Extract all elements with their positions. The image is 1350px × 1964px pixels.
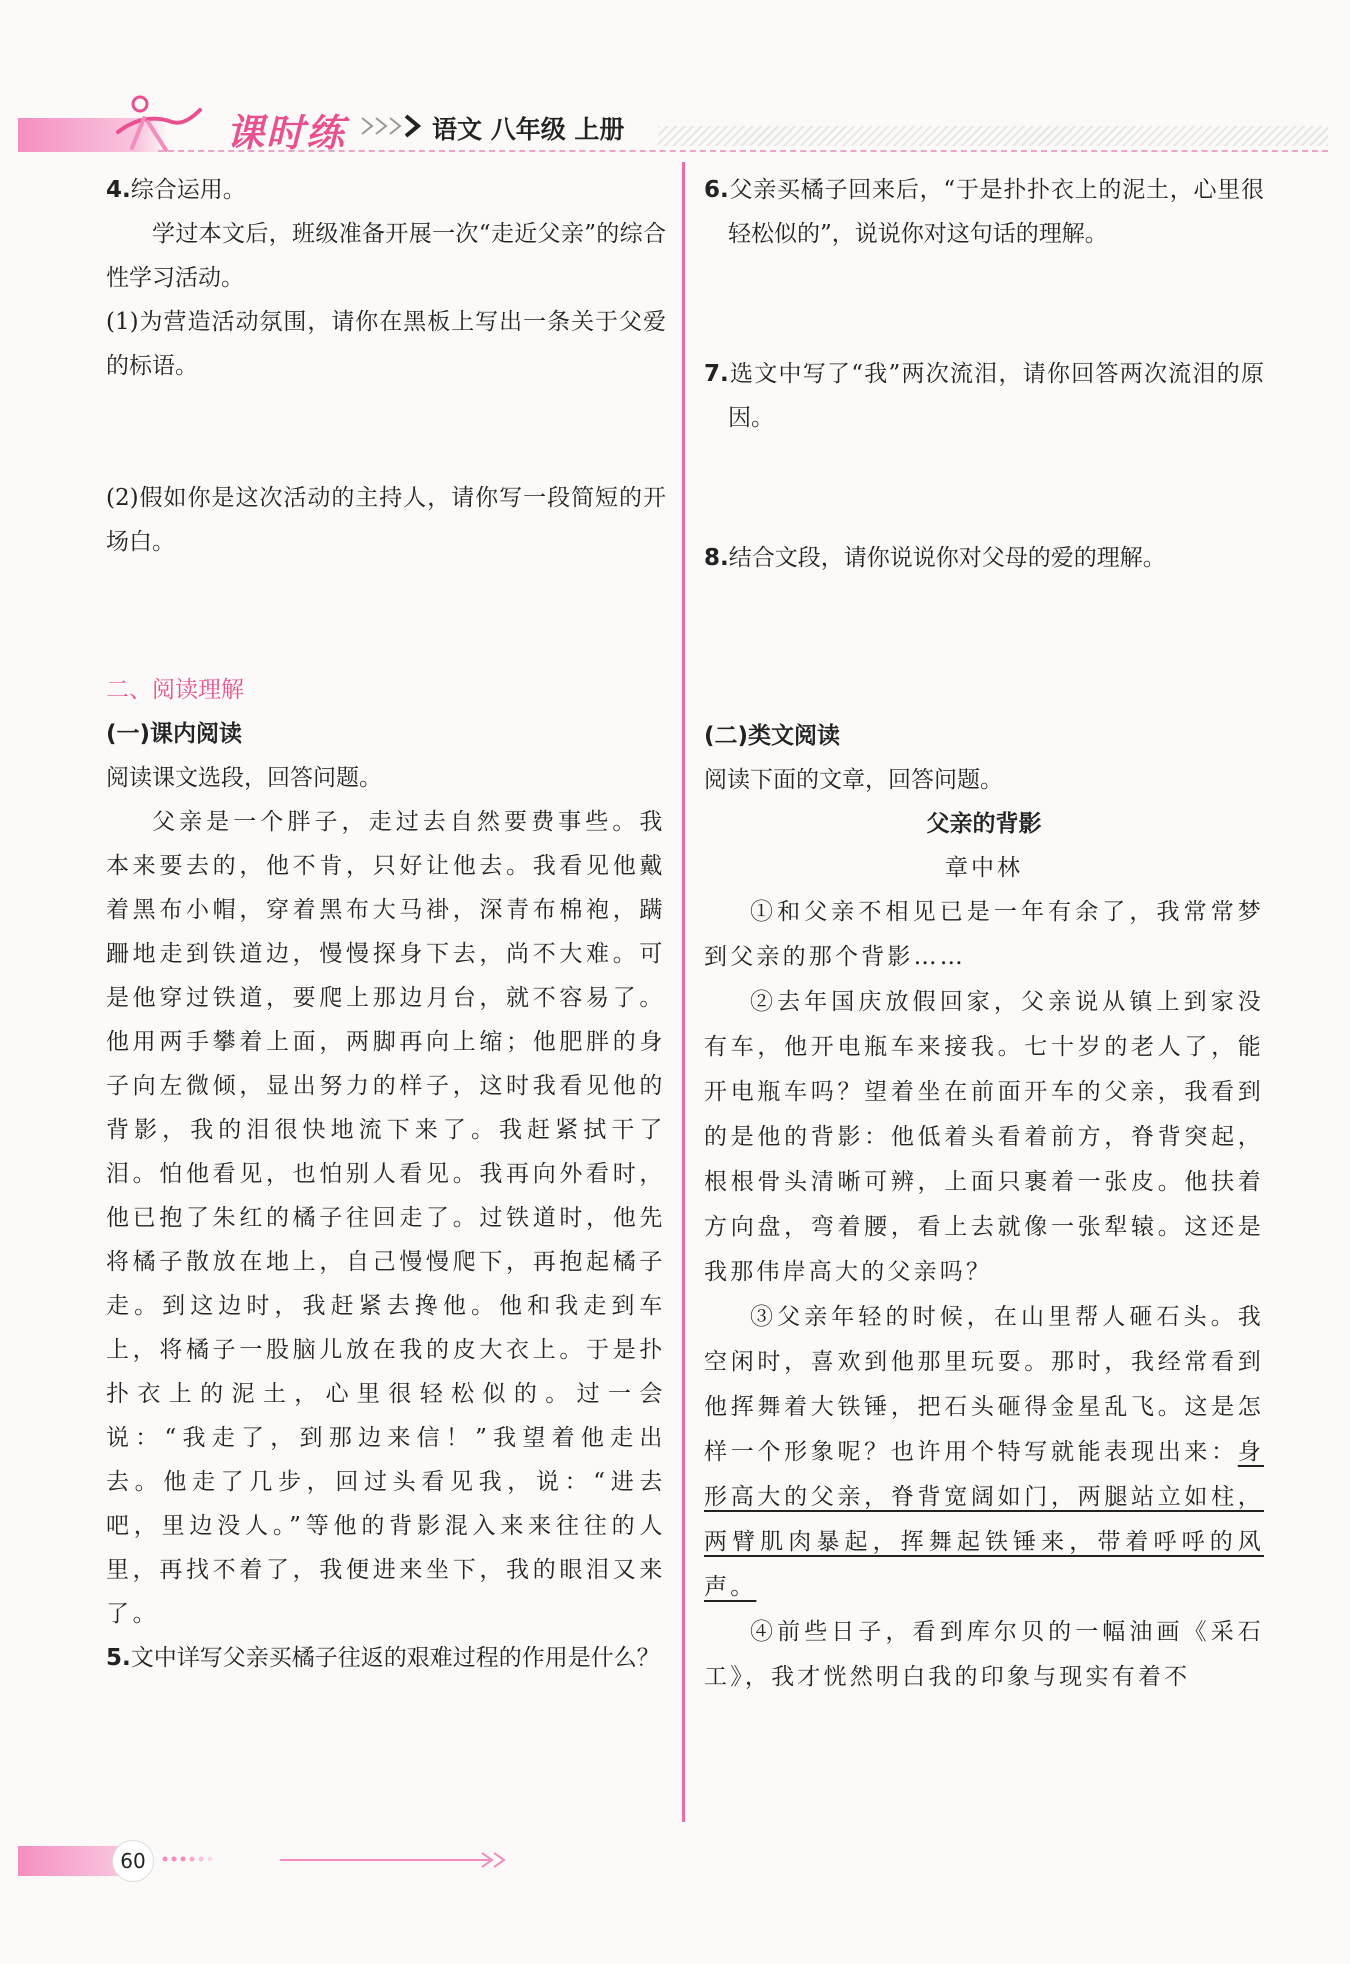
column-divider	[682, 162, 685, 1822]
article-paragraph-2: ②去年国庆放假回家，父亲说从镇上到家没有车，他开电瓶车来接我。七十岁的老人了，能开电瓶车吗？望着坐在前面开车的父亲，我看到的是他的背影：他低着头看着前方，脊背突起，根根骨头清晰可辨，上面只裹着一张皮。他扶着方向盘，弯着腰，看上去就像一张犁辕。这还是我那伟岸高大的父亲吗？	[704, 989, 1264, 1285]
answer-space[interactable]	[704, 256, 1264, 352]
left-column	[106, 168, 666, 1680]
answer-space[interactable]	[106, 564, 666, 668]
question-5	[106, 1636, 666, 1680]
chevrons-right-icon	[358, 112, 426, 140]
question-text: 父亲买橘子回来后，“于是扑扑衣上的泥土，心里很轻松似的”，说说你对这句话的理解。	[728, 177, 1264, 247]
paragraph-text: ③父亲年轻的时候，在山里帮人砸石头。我空闲时，喜欢到他那里玩耍。那时，我经常看到他挥舞着大铁锤，把石头砸得金星乱飞。这是怎样一个形象呢？也许用个特写就能表现出来：	[704, 1304, 1264, 1465]
question-7	[704, 352, 1264, 440]
brand-title: 课时练	[226, 111, 347, 155]
article-paragraph-1: ①和父亲不相见已是一年有余了，我常常梦到父亲的那个背影……	[704, 899, 1264, 970]
answer-space[interactable]	[106, 388, 666, 476]
question-text: 选文中写了“我”两次流泪，请你回答两次流泪的原因。	[728, 361, 1264, 431]
question-4-part-2: (2)假如你是这次活动的主持人，请你写一段简短的开场白。	[106, 485, 666, 555]
question-text: 综合运用。	[130, 177, 246, 203]
page-header	[18, 92, 1328, 154]
question-4-part-1: (1)为营造活动氛围，请你在黑板上写出一条关于父爱的标语。	[106, 309, 666, 379]
question-6	[704, 168, 1264, 256]
underlined-sentence: 身形高大的父亲，脊背宽阔如门，两腿站立如柱，两臂肌肉暴起，挥舞起铁锤来，带着呼呼的风声。	[704, 1439, 1264, 1600]
question-text: 文中详写父亲买橘子往返的艰难过程的作用是什么？	[130, 1645, 660, 1671]
question-text: 结合文段，请你说说你对父母的爱的理解。	[728, 545, 1166, 571]
article-author: 章中林	[945, 855, 1023, 881]
subsection-heading: (二)类文阅读	[704, 723, 841, 749]
answer-space[interactable]	[704, 580, 1264, 714]
article-title: 父亲的背影	[926, 811, 1042, 837]
section-heading: 二、阅读理解	[106, 677, 244, 703]
question-8	[704, 536, 1264, 580]
reading-instruction: 阅读课文选段，回答问题。	[106, 765, 382, 791]
question-4-title	[106, 168, 666, 212]
reading-passage: 父亲是一个胖子，走过去自然要费事些。我本来要去的，他不肯，只好让他去。我看见他戴着黑布小帽，穿着黑布大马褂，深青布棉袍，蹒跚地走到铁道边，慢慢探身下去，尚不大难。可是他穿过铁道，要爬上那边月台，就不容易了。他用两手攀着上面，两脚再向上缩；他肥胖的身子向左微倾，显出努力的样子，这时我看见他的背影，我的泪很快地流下来了。我赶紧拭干了泪。怕他看见，也怕别人看见。我再向外看时，他已抱了朱红的橘子往回走了。过铁道时，他先将橘子散放在地上，自己慢慢爬下，再抱起橘子走。到这边时，我赶紧去搀他。他和我走到车上，将橘子一股脑儿放在我的皮大衣上。于是扑扑衣上的泥土，心里很轻松似的。过一会说：“我走了，到那边来信！”我望着他走出去。他走了几步，回过头看见我，说：“进去吧，里边没人。”等他的背影混入来来往往的人里，再找不着了，我便进来坐下，我的眼泪又来了。	[106, 809, 666, 1627]
article-paragraph-4: ④前些日子，看到库尔贝的一幅油画《采石工》，我才恍然明白我的印象与现实有着不	[704, 1619, 1264, 1690]
footer-dots-decoration	[160, 1852, 220, 1866]
question-number: 4.	[106, 177, 131, 203]
question-number: 7.	[704, 361, 729, 387]
arrow-right-icon	[280, 1850, 520, 1870]
question-4-intro: 学过本文后，班级准备开展一次“走近父亲”的综合性学习活动。	[106, 221, 666, 291]
right-column	[704, 168, 1264, 1700]
subsection-heading: (一)课内阅读	[106, 721, 243, 747]
header-stripe-decoration	[658, 126, 1328, 146]
subject-grade-label: 语文 八年级 上册	[432, 115, 625, 144]
question-number: 6.	[704, 177, 729, 203]
page-number: 60	[112, 1840, 154, 1882]
question-number: 5.	[106, 1645, 131, 1671]
running-figure-logo-icon	[114, 92, 204, 154]
answer-space[interactable]	[704, 440, 1264, 536]
question-number: 8.	[704, 545, 729, 571]
reading-instruction: 阅读下面的文章，回答问题。	[704, 767, 1003, 793]
article-paragraph-3	[704, 1295, 1264, 1610]
